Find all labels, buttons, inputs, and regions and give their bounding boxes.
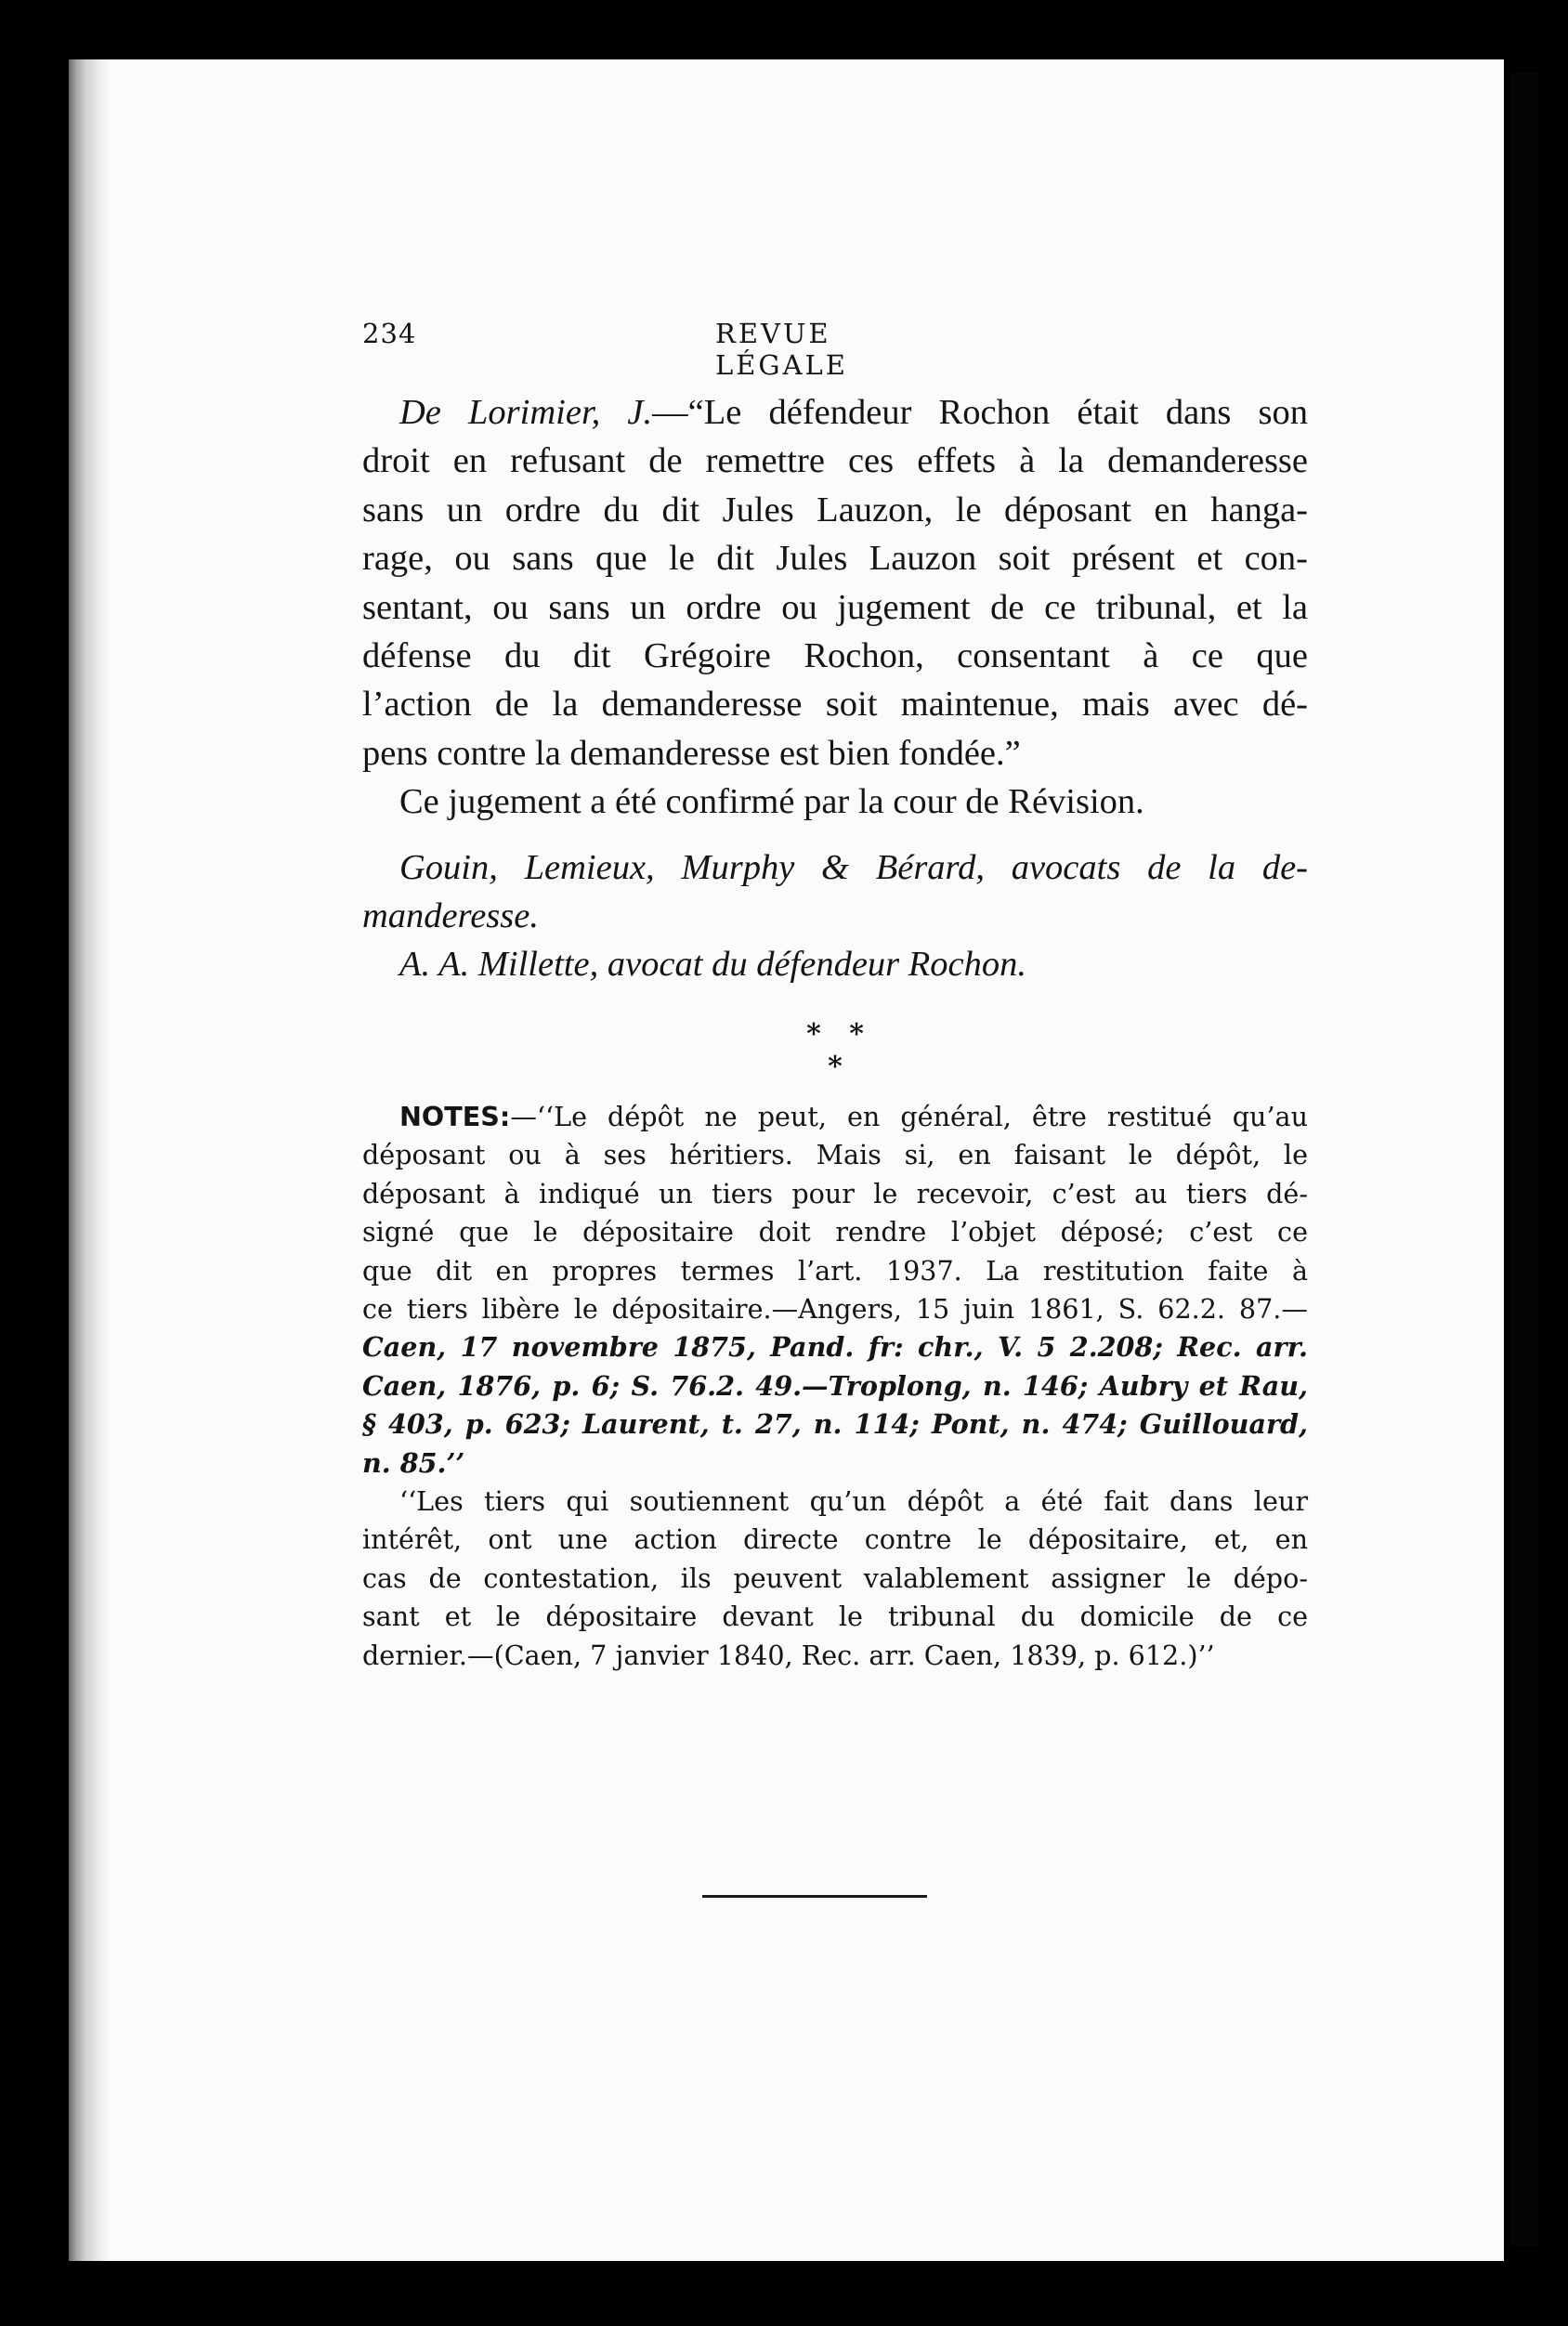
notes-line: que dit en propres termes l’art. 1937. La restitution faite à bbox=[362, 1254, 1308, 1287]
running-title: REVUE LÉGALE bbox=[715, 318, 848, 381]
notes-line: déposant ou à ses héritiers. Mais si, en faisant le dépôt, le bbox=[362, 1139, 1308, 1171]
notes-line: sant et le dépositaire devant le tribunal du domicile de ce bbox=[362, 1601, 1308, 1633]
judgment-line-text: —“Le défendeur Rochon était dans son bbox=[652, 393, 1309, 432]
notes-line bbox=[362, 1098, 1308, 1136]
page-gutter-shadow bbox=[69, 59, 110, 2261]
judgment-line: pens contre la demanderesse est bien fondée.” bbox=[362, 733, 1021, 773]
notes-line: Caen, 17 novembre 1875, Pand. fr: chr., V. 5 2.208; Rec. arr. bbox=[362, 1331, 1308, 1364]
judgment-line: sans un ordre du dit Jules Lauzon, le déposant en hanga- bbox=[362, 490, 1308, 529]
counsel-plaintiff: Gouin, Lemieux, Murphy & Bérard, avocats de la de- bbox=[399, 847, 1308, 887]
confirmation-line: Ce jugement a été confirmé par la cour de Révision. bbox=[399, 782, 1144, 822]
judgment-line: défense du dit Grégoire Rochon, consentant à ce que bbox=[362, 636, 1308, 676]
section-separator: * * * bbox=[806, 1018, 873, 1083]
notes-line: dernier.—(Caen, 7 janvier 1840, Rec. arr. Caen, 1839, p. 612.)’’ bbox=[362, 1639, 1215, 1671]
notes-line: ce tiers libère le dépositaire.—Angers, 15 juin 1861, S. 62.2. 87.— bbox=[362, 1293, 1308, 1326]
judgment-line: rage, ou sans que le dit Jules Lauzon soit présent et con- bbox=[362, 539, 1308, 579]
judgment-line bbox=[362, 388, 1308, 437]
judgment-line: l’action de la demanderesse soit maintenue, mais avec dé- bbox=[362, 685, 1308, 725]
notes-line: cas de contestation, ils peuvent valablement assigner le dépo- bbox=[362, 1562, 1308, 1594]
notes-line: intérêt, ont une action directe contre le dépositaire, et, en bbox=[362, 1523, 1308, 1556]
counsel-defendant: A. A. Millette, avocat du défendeur Rochon. bbox=[399, 945, 1026, 985]
facing-page-edge bbox=[1510, 72, 1538, 2246]
judge-name: De Lorimier, J. bbox=[399, 393, 653, 432]
notes-line: déposant à indiqué un tiers pour le recevoir, c’est au tiers dé- bbox=[362, 1177, 1308, 1209]
judgment-line: droit en refusant de remettre ces effets à la demanderesse bbox=[362, 441, 1308, 481]
page-number: 234 bbox=[362, 318, 417, 349]
notes-line: Caen, 1876, p. 6; S. 76.2. 49.—Troplong, n. 146; Aubry et Rau, bbox=[362, 1369, 1308, 1402]
judgment-line: sentant, ou sans un ordre ou jugement de ce tribunal, et la bbox=[362, 587, 1308, 627]
judgment-text bbox=[362, 388, 1308, 989]
notes-line: n. 85.’’ bbox=[362, 1446, 465, 1479]
notes-line-text: —‘‘Le dépôt ne peut, en général, être restitué qu’au bbox=[510, 1101, 1308, 1132]
notes-heading: NOTES: bbox=[399, 1101, 511, 1132]
notes-line: § 403, p. 623; Laurent, t. 27, n. 114; Pont, n. 474; Guillouard, bbox=[362, 1408, 1308, 1441]
notes-line: ‘‘Les tiers qui soutiennent qu’un dépôt a été fait dans leur bbox=[399, 1485, 1308, 1518]
end-rule bbox=[702, 1895, 927, 1898]
counsel-plaintiff-cont: manderesse. bbox=[362, 896, 539, 936]
notes-line: signé que le dépositaire doit rendre l’objet déposé; c’est ce bbox=[362, 1216, 1308, 1248]
running-header bbox=[362, 318, 957, 381]
notes-section bbox=[362, 1098, 1308, 1675]
